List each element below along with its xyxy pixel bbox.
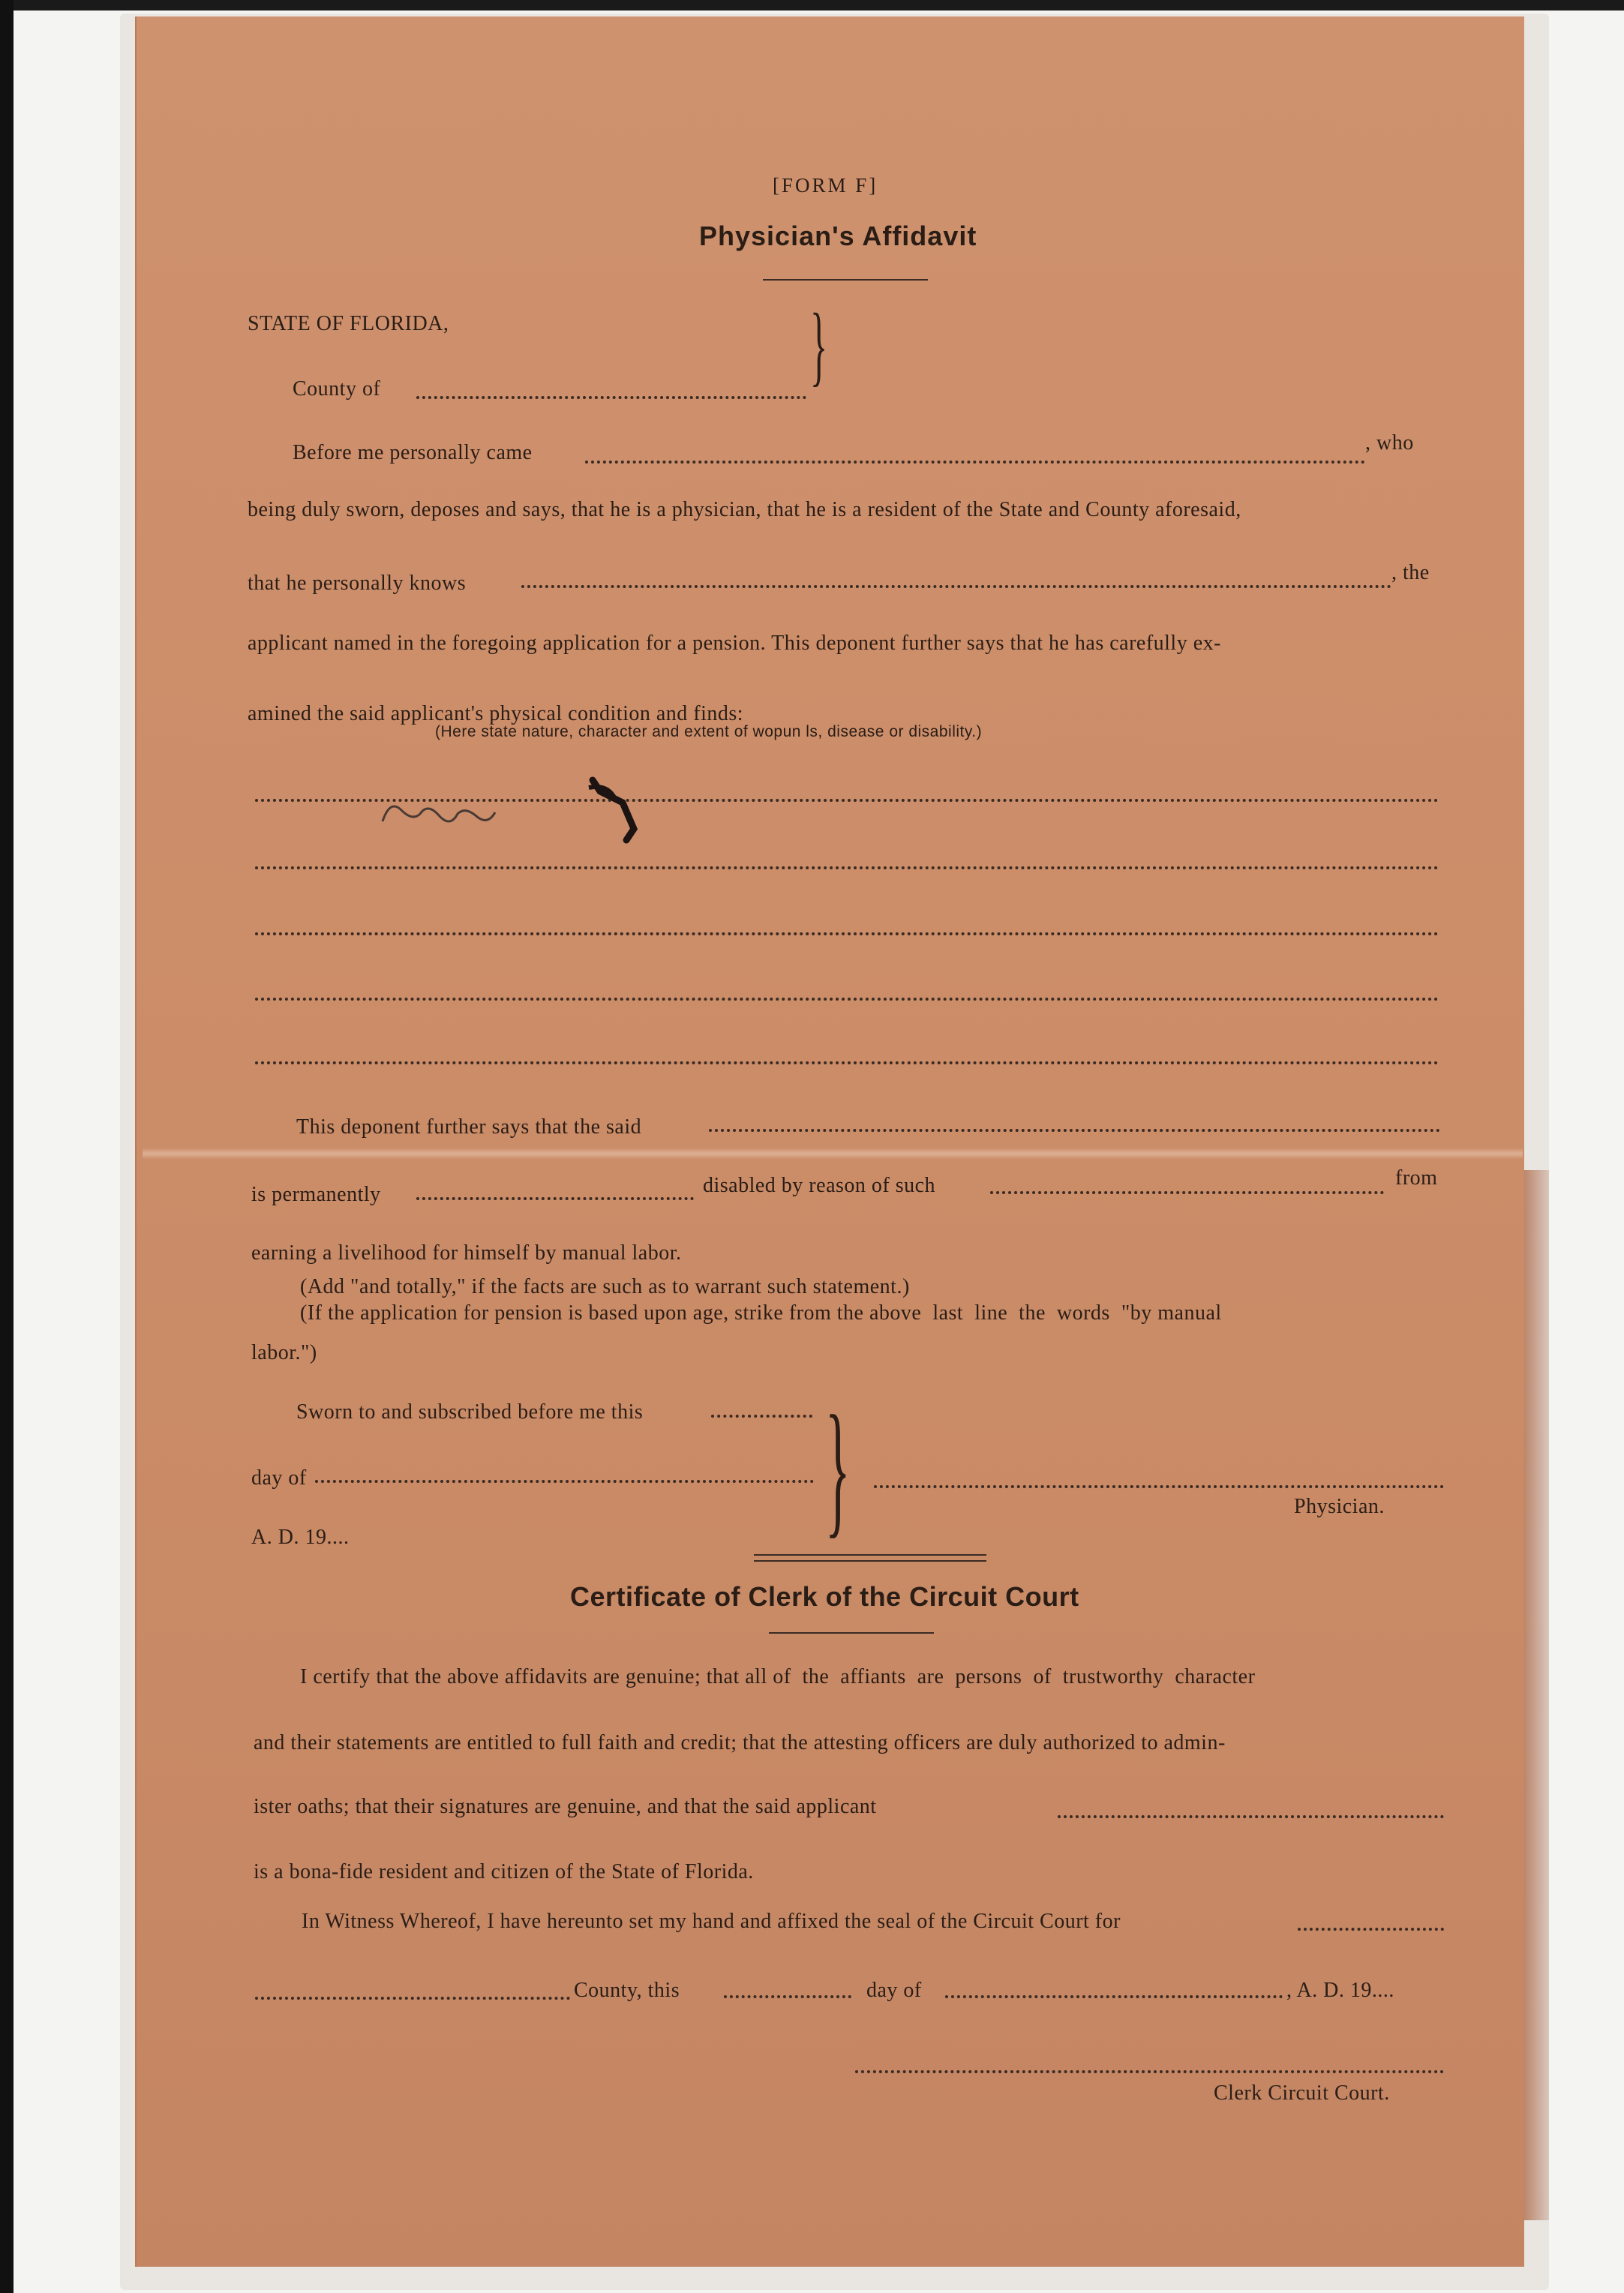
certificate-line-2: and their statements are entitled to full faith and credit; that the attesting officers are duly authorized to admin-	[254, 1731, 1226, 1754]
livelihood-text: earning a livelihood for himself by manual labor.	[251, 1241, 682, 1265]
knows-text: that he personally knows	[248, 572, 467, 595]
certificate-applicant-blank[interactable]	[1058, 1815, 1444, 1818]
certificate-month-blank[interactable]	[945, 1995, 1283, 1998]
who-text: , who	[1365, 431, 1414, 455]
clerk-signature-line[interactable]	[855, 2070, 1444, 2073]
disabled-text: disabled by reason of such	[703, 1174, 936, 1197]
paper-fold	[143, 1148, 1523, 1160]
add-note: (Add "and totally," if the facts are such as to warrant such statement.)	[300, 1275, 910, 1298]
certificate-line-4: is a bona-fide resident and citizen of the State of Florida.	[254, 1860, 754, 1883]
findings-line-2[interactable]	[255, 866, 1439, 869]
certificate-line-1: I certify that the above affidavits are genuine; that all of the affiants are persons of trustworthy character	[300, 1665, 1256, 1688]
handwritten-entry	[375, 769, 660, 851]
said-blank[interactable]	[709, 1129, 1440, 1132]
findings-line-4[interactable]	[255, 998, 1439, 1001]
scan-left-edge	[0, 0, 14, 2293]
section-divider	[754, 1554, 986, 1562]
applicant-blank[interactable]	[521, 585, 1391, 588]
ad-label: A. D. 19....	[251, 1526, 350, 1549]
certificate-day-blank[interactable]	[724, 1995, 851, 1998]
permanently-text: is permanently	[251, 1183, 381, 1206]
scan-top-edge	[0, 0, 1624, 11]
state-brace: }	[810, 295, 828, 395]
age-note-line-1: (If the application for pension is based upon age, strike from the above last line the words "by manual	[300, 1301, 1222, 1325]
name-blank[interactable]	[585, 461, 1365, 464]
county-blank[interactable]	[416, 396, 806, 399]
county-name-blank[interactable]	[255, 1997, 570, 2000]
examined-line: amined the said applicant's physical condition and finds:	[248, 702, 744, 725]
physician-signature-line[interactable]	[874, 1485, 1444, 1488]
from-text: from	[1395, 1166, 1438, 1190]
certificate-line-5: In Witness Whereof, I have hereunto set my hand and affixed the seal of the Circuit Court for	[302, 1910, 1121, 1933]
title-underline	[763, 279, 928, 281]
sworn-day-blank[interactable]	[711, 1415, 812, 1418]
further-says-text: This deponent further says that the said	[296, 1115, 642, 1139]
reason-blank[interactable]	[990, 1191, 1384, 1194]
applicant-line: applicant named in the foregoing application for a pension. This deponent further says that he has carefully ex-	[248, 632, 1221, 655]
form-label: [FORM F]	[773, 174, 878, 197]
findings-line-3[interactable]	[255, 932, 1439, 935]
state-label: STATE OF FLORIDA,	[248, 312, 449, 335]
instructions-note: (Here state nature, character and extent of wopun ls, disease or disability.)	[435, 723, 983, 740]
findings-line-5[interactable]	[255, 1061, 1439, 1064]
sworn-line: being duly sworn, deposes and says, that he is a physician, that he is a resident of the State and County aforesaid,	[248, 498, 1241, 521]
clerk-label: Clerk Circuit Court.	[1214, 2081, 1390, 2105]
physician-label: Physician.	[1294, 1495, 1385, 1518]
day-of-label: day of	[251, 1466, 307, 1490]
certificate-underline	[769, 1632, 934, 1634]
certificate-ad: , A. D. 19....	[1286, 1979, 1394, 2002]
permanently-blank[interactable]	[416, 1197, 694, 1200]
circuit-court-blank[interactable]	[1298, 1928, 1444, 1931]
before-me-text: Before me personally came	[293, 441, 533, 464]
county-this-text: County, this	[574, 1979, 680, 2002]
certificate-line-3: ister oaths; that their signatures are genuine, and that the said applicant	[254, 1795, 877, 1818]
age-note-line-2: labor.")	[251, 1341, 317, 1364]
certificate-title: Certificate of Clerk of the Circuit Court	[570, 1581, 1079, 1612]
the-text: , the	[1391, 561, 1430, 584]
county-label: County of	[293, 377, 381, 401]
sworn-to-text: Sworn to and subscribed before me this	[296, 1400, 644, 1424]
sworn-brace: }	[825, 1385, 851, 1551]
day-of-blank[interactable]	[315, 1480, 814, 1483]
certificate-day-of: day of	[866, 1979, 922, 2002]
page-title: Physician's Affidavit	[699, 221, 977, 251]
